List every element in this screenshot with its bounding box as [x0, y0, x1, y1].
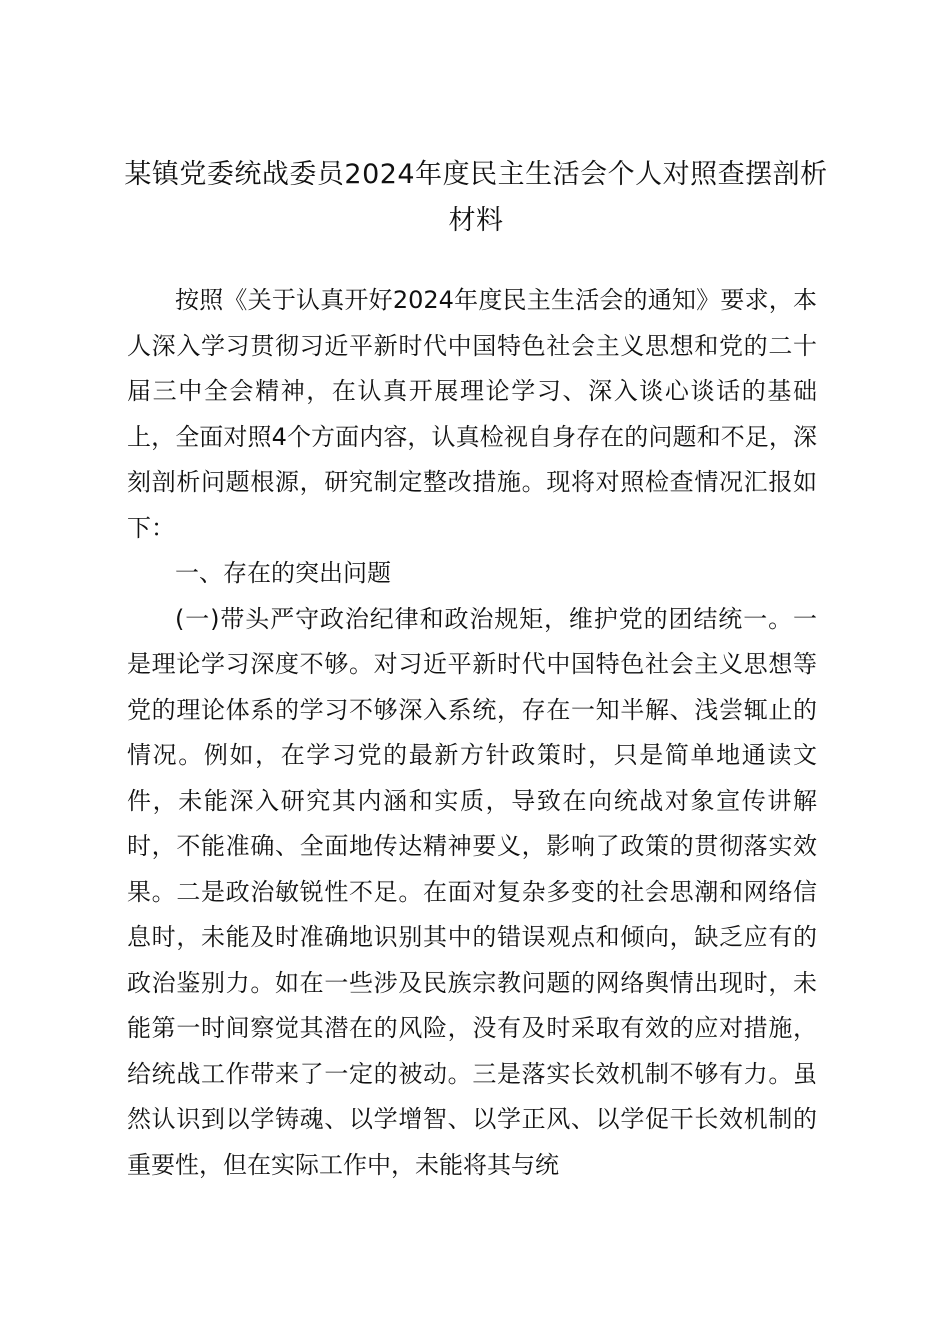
- section-heading: 一、存在的突出问题: [175, 559, 391, 587]
- intro-paragraph: 按照《关于认真开好2024年度民主生活会的通知》要求，本人深入学习贯彻习近平新时代中国特色社会主义思想和党的二十届三中全会精神，在认真开展理论学习、深入谈心谈话的基础上，全面对照4个方面内容，认真检视自身存在的问题和不足，深刻剖析问题根源，研究制定整改措施。现将对照检查情况汇报如下：: [127, 286, 817, 542]
- document-title: 某镇党委统战委员2024年度民主生活会个人对照查摆剖析材料: [124, 159, 828, 236]
- body-paragraph: (一)带头严守政治纪律和政治规矩，维护党的团结统一。一是理论学习深度不够。对习近平新时代中国特色社会主义思想等党的理论体系的学习不够深入系统，存在一知半解、浅尝辄止的情况。例如，在学习党的最新方针政策时，只是简单地通读文件，未能深入研究其内涵和实质，导致在向统战对象宣传讲解时，不能准确、全面地传达精神要义，影响了政策的贯彻落实效果。二是政治敏锐性不足。在面对复杂多变的社会思潮和网络信息时，未能及时准确地识别其中的错误观点和倾向，缺乏应有的政治鉴别力。如在一些涉及民族宗教问题的网络舆情出现时，未能第一时间察觉其潜在的风险，没有及时采取有效的应对措施，给统战工作带来了一定的被动。三是落实长效机制不够有力。虽然认识到以学铸魂、以学增智、以学正风、以学促干长效机制的重要性，但在实际工作中，未能将其与统: [127, 604, 817, 1179]
- document-body: [127, 278, 817, 1188]
